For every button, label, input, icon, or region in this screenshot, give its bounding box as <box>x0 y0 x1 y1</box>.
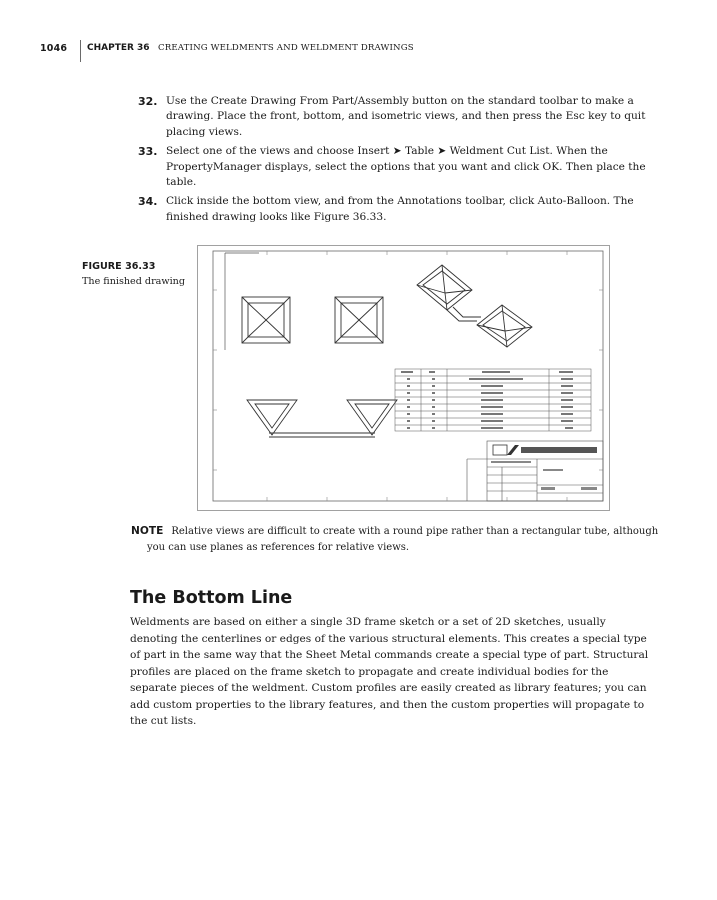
note-label: NOTE <box>131 525 164 537</box>
page-number: 1046 <box>40 43 68 54</box>
step-item <box>138 144 648 190</box>
step-text: Use the Create Drawing From Part/Assembly button on the standard toolbar to make a drawing. Place the front, bottom, and isometric views, and then press the Esc key to quit placing views. <box>166 95 646 138</box>
step-item <box>138 94 648 140</box>
step-list <box>138 94 648 229</box>
step-number: 32. <box>138 95 158 108</box>
figure-caption: The finished drawing <box>82 276 185 287</box>
step-text: Click inside the bottom view, and from the Annotations toolbar, click Auto-Balloon. The finished drawing looks like Figure 36.33. <box>166 195 634 223</box>
chapter-title: CREATING WELDMENTS AND WELDMENT DRAWINGS <box>158 43 414 53</box>
step-text: Select one of the views and choose Insert ➤ Table ➤ Weldment Cut List. When the PropertyManager displays, select the options that you want and click OK. Then place the table. <box>166 145 646 189</box>
step-number: 33. <box>138 145 158 159</box>
step-number: 34. <box>138 195 158 209</box>
step-item <box>138 194 648 225</box>
chapter-label: CHAPTER 36 <box>87 43 150 53</box>
note-text-line1: Relative views are difficult to create with a round pipe rather than a rectangular tube, although <box>171 526 659 537</box>
finished-drawing-figure <box>197 245 610 511</box>
header-divider <box>80 40 81 62</box>
note-block <box>131 523 661 556</box>
page-header <box>0 40 717 64</box>
figure-label: FIGURE 36.33 <box>82 261 156 272</box>
section-heading: The Bottom Line <box>130 588 293 608</box>
section-paragraph: Weldments are based on either a single 3D frame sketch or a set of 2D sketches, usually denoting the centerlines or edges of the various structural elements. This creates a special type of part in the same way that the Sheet Metal commands create a special type of part. Structural profiles are placed on the frame sketch to propagate and create individual bodies for the separate pieces of the weldment. Custom profiles are easily created as library features; you can add custom properties to the library features, and then the custom properties will propagate to the cut lists. <box>130 616 649 727</box>
note-text-line2: you can use planes as references for relative views. <box>147 542 410 553</box>
